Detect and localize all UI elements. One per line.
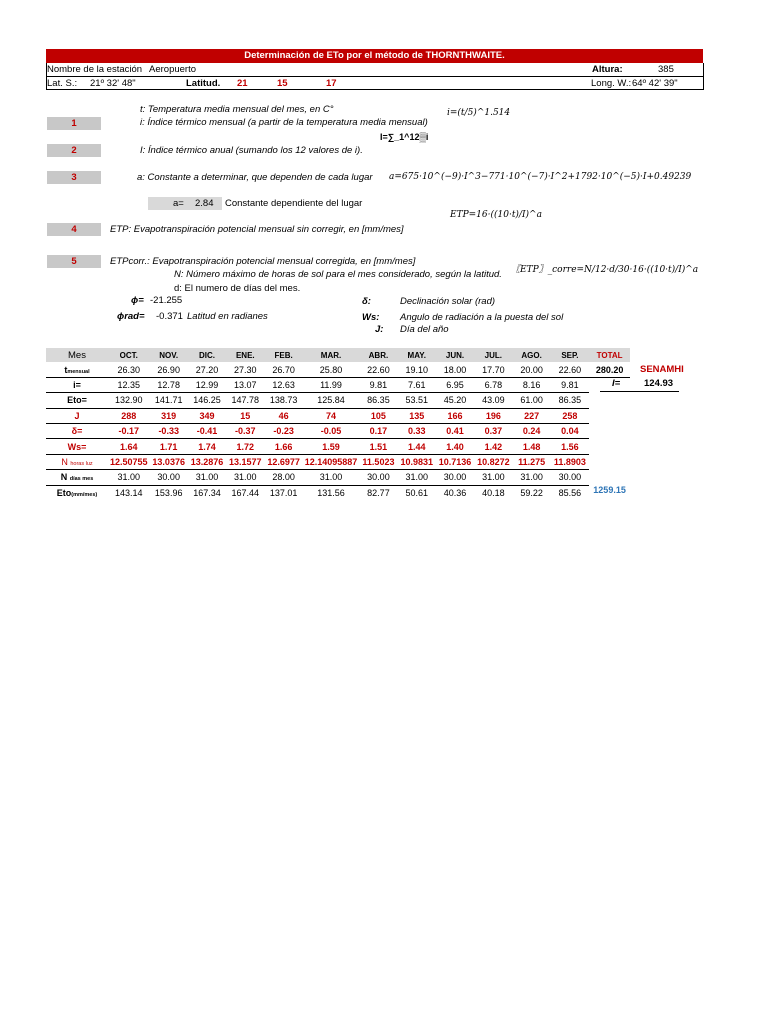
table-cell: 105: [359, 408, 397, 423]
eto-corr-label: [46, 485, 108, 500]
j-row-label: J: [46, 408, 108, 423]
table-cell: 11.5023: [359, 454, 397, 469]
step-3-badge: 3: [47, 171, 101, 184]
table-cell: 20.00: [512, 362, 550, 377]
table-cell: 137.01: [269, 487, 298, 498]
table-cell: 8.16: [512, 377, 550, 392]
empty-cell: [589, 393, 630, 408]
I-formula: I=∑_1^12▒i: [380, 132, 429, 142]
n-days-label: [46, 470, 108, 485]
a-value: 2.84: [195, 198, 214, 209]
altitude-label: Altura:: [592, 64, 623, 75]
long-value: 64º 42' 39": [632, 78, 678, 89]
table-cell: 50.61: [405, 487, 428, 498]
mes-header: Mes: [46, 348, 108, 362]
a-note: Constante dependiente del lugar: [225, 198, 363, 209]
table-cell: 40.36: [443, 487, 467, 498]
table-cell: 141.71: [150, 393, 188, 408]
table-cell: 28.00: [264, 470, 302, 485]
table-cell: 11.8903: [551, 454, 589, 469]
ws-note: Angulo de radiación a la puesta del sol: [400, 312, 564, 323]
table-cell: 45.20: [436, 393, 474, 408]
table-cell: 13.0376: [150, 454, 188, 469]
table-cell: 43.09: [474, 393, 512, 408]
lat-min: 15: [277, 78, 288, 89]
table-cell: -0.37: [226, 423, 264, 438]
table-cell: 22.60: [551, 362, 589, 377]
table-cell: -0.05: [303, 423, 360, 438]
header-divider: [46, 76, 703, 77]
table-cell: 135: [398, 408, 436, 423]
table-cell: 349: [188, 408, 226, 423]
table-cell: 1.48: [512, 439, 550, 454]
table-cell: 61.00: [512, 393, 550, 408]
empty-cell: [589, 439, 630, 454]
table-cell: 143.14: [115, 487, 143, 498]
eto2-label-sub: (mm/mes): [71, 491, 98, 498]
d-definition: d: El numero de días del mes.: [174, 283, 301, 294]
table-cell: 0.33: [398, 423, 436, 438]
lat-deg: 21: [237, 78, 248, 89]
eto-label: Eto=: [46, 393, 108, 408]
table-cell: 0.41: [436, 423, 474, 438]
table-cell: 82.77: [367, 487, 390, 498]
table-cell: 13.2876: [188, 454, 226, 469]
n-label: N: [61, 456, 68, 467]
table-cell: 227: [512, 408, 550, 423]
phirad-note: Latitud en radianes: [187, 311, 268, 322]
station-label: Nombre de la estación: [47, 64, 143, 75]
table-cell: 26.30: [108, 362, 150, 377]
n-label-sub: horas luz: [70, 460, 93, 467]
table-cell: 1.44: [398, 439, 436, 454]
month-header: NOV.: [150, 348, 188, 362]
table-cell: 74: [303, 408, 360, 423]
table-cell: 31.00: [512, 470, 550, 485]
eto2-label: Eto: [56, 487, 72, 498]
month-header: AGO.: [512, 348, 550, 362]
table-cell: 10.9831: [398, 454, 436, 469]
a-formula: a=675·10^(−9)·I^3−771·10^(−7)·I^2+1792·10^(−5)·I+0.49239: [389, 172, 692, 182]
table-cell: 31.00: [108, 470, 150, 485]
table-cell: 1.72: [226, 439, 264, 454]
table-cell: 153.96: [154, 487, 183, 498]
step-4-badge: 4: [47, 223, 101, 236]
table-cell: 146.25: [188, 393, 226, 408]
table-cell: 15: [226, 408, 264, 423]
table-cell: 7.61: [398, 377, 436, 392]
ws-row: [46, 439, 630, 454]
t-definition: t: Temperatura media mensual del mes, en C°: [140, 104, 334, 115]
eto-total: 1259.15: [593, 485, 626, 496]
table-cell: 30.00: [551, 470, 589, 485]
table-cell: 0.24: [512, 423, 550, 438]
eto-corrected-row: [46, 485, 630, 500]
lat-label: Lat. S.:: [47, 78, 78, 89]
long-label: Long. W.:: [591, 78, 632, 89]
report-title: Determinación de ETo por el método de THORNTHWAITE.: [46, 49, 703, 63]
nd-label: N: [60, 472, 68, 483]
table-cell: 59.22: [520, 487, 543, 498]
table-cell: 196: [474, 408, 512, 423]
table-cell: 12.50755: [108, 454, 150, 469]
latitud-label: Latitud.: [186, 78, 221, 89]
month-header: JUN.: [436, 348, 474, 362]
table-cell: 31.00: [398, 470, 436, 485]
table-cell: 31.00: [474, 470, 512, 485]
table-cell: 167.34: [193, 487, 221, 498]
table-cell: 27.20: [188, 362, 226, 377]
table-cell: 0.04: [551, 423, 589, 438]
table-cell: 31.00: [303, 470, 360, 485]
I-definition: I: Índice térmico anual (sumando los 12 valores de i).: [140, 145, 363, 156]
table-cell: 131.56: [317, 487, 345, 498]
table-cell: 6.78: [474, 377, 512, 392]
month-header: FEB.: [264, 348, 302, 362]
table-cell: 12.78: [150, 377, 188, 392]
n-definition: N: Número máximo de horas de sol para el mes considerado, según la latitud.: [174, 269, 502, 280]
table-cell: 167.44: [231, 487, 260, 498]
table-cell: 13.1577: [226, 454, 264, 469]
table-cell: 86.35: [359, 393, 397, 408]
n-hours-label: [46, 454, 108, 469]
step-5-badge: 5: [47, 255, 101, 268]
delta-row: [46, 423, 630, 438]
table-cell: 138.73: [264, 393, 302, 408]
row-label: [46, 362, 108, 377]
phirad-label: ϕrad=: [117, 311, 145, 322]
j-note: Día del año: [400, 324, 449, 335]
table-cell: 1.64: [108, 439, 150, 454]
table-cell: 125.84: [303, 393, 360, 408]
table-cell: 18.00: [436, 362, 474, 377]
t-label-sub: mensual: [67, 368, 90, 375]
i-label: i=: [46, 377, 108, 392]
table-cell: 27.30: [226, 362, 264, 377]
step-1-badge: 1: [47, 117, 101, 130]
table-cell: 147.78: [226, 393, 264, 408]
table-cell: 166: [436, 408, 474, 423]
table-cell: 0.37: [474, 423, 512, 438]
etp-formula: ETP=16·((10·t)/I)^a: [450, 210, 542, 220]
table-cell: 12.35: [108, 377, 150, 392]
table-cell: 25.80: [303, 362, 360, 377]
table-cell: 1.42: [474, 439, 512, 454]
table-cell: 86.35: [551, 393, 589, 408]
etp-corr-definition: ETPcorr.: Evapotranspiración potencial mensual corregida, en [mm/mes]: [110, 256, 416, 267]
empty-cell: [589, 423, 630, 438]
etp-corr-formula: 〖ETP〗_corre=N/12·d/30·16·((10·t)/I)^a: [511, 265, 699, 275]
j-label: J:: [375, 324, 384, 335]
table-cell: 19.10: [398, 362, 436, 377]
ws-row-label: Ws=: [46, 439, 108, 454]
table-cell: 10.8272: [474, 454, 512, 469]
lat-sec: 17: [326, 78, 337, 89]
empty-cell: [589, 470, 630, 485]
table-cell: 1.59: [303, 439, 360, 454]
table-cell: 17.70: [474, 362, 512, 377]
t-row: [46, 362, 630, 377]
table-cell: 12.14095887: [303, 454, 360, 469]
I-total-value: 124.93: [644, 378, 674, 389]
table-cell: 258: [551, 408, 589, 423]
table-cell: 1.66: [264, 439, 302, 454]
station-name: Aeropuerto: [149, 64, 197, 75]
table-cell: 1.40: [436, 439, 474, 454]
table-cell: 10.7136: [436, 454, 474, 469]
month-header: ENE.: [226, 348, 264, 362]
table-cell: 132.90: [108, 393, 150, 408]
a-label: a=: [173, 198, 184, 209]
table-cell: 53.51: [398, 393, 436, 408]
table-cell: 1.74: [188, 439, 226, 454]
table-cell: 85.56: [558, 487, 582, 498]
delta-label: δ:: [362, 296, 371, 307]
month-header: ABR.: [359, 348, 397, 362]
t-total: 280.20: [589, 362, 630, 377]
i-formula: i=(t/5)^1.514: [447, 108, 511, 118]
table-cell: 46: [264, 408, 302, 423]
table-cell: 31.00: [226, 470, 264, 485]
months-header-row: [46, 348, 630, 362]
I-underline: [600, 391, 679, 392]
delta-note: Declinación solar (rad): [400, 296, 496, 307]
total-header: TOTAL: [589, 348, 630, 362]
table-cell: 1.51: [359, 439, 397, 454]
nd-label-sub: días mes: [69, 476, 94, 483]
phi-label: ϕ=: [131, 295, 144, 306]
delta-row-label: δ=: [46, 423, 108, 438]
table-cell: 1.56: [551, 439, 589, 454]
table-cell: -0.41: [188, 423, 226, 438]
table-cell: 40.18: [482, 487, 505, 498]
month-header: JUL.: [474, 348, 512, 362]
empty-cell: [589, 454, 630, 469]
table-cell: 288: [108, 408, 150, 423]
month-header: MAY.: [398, 348, 436, 362]
n-hours-row: [46, 454, 630, 469]
table-cell: 9.81: [551, 377, 589, 392]
i-definition: i: Índice térmico mensual (a partir de la temperatura media mensual): [140, 117, 428, 128]
table-cell: 26.70: [264, 362, 302, 377]
table-cell: 12.99: [188, 377, 226, 392]
table-cell: 13.07: [226, 377, 264, 392]
a-definition: a: Constante a determinar, que dependen de cada lugar: [137, 172, 373, 183]
step-2-badge: 2: [47, 144, 101, 157]
empty-cell: [589, 408, 630, 423]
phi-value: -21.255: [150, 295, 183, 306]
table-cell: 11.99: [303, 377, 360, 392]
table-cell: 31.00: [188, 470, 226, 485]
table-cell: 6.95: [436, 377, 474, 392]
month-header: OCT.: [108, 348, 150, 362]
altitude-value: 385: [658, 64, 674, 75]
t-label: t: [64, 364, 68, 375]
results-table: [46, 348, 630, 500]
j-row: [46, 408, 630, 423]
table-cell: -0.23: [264, 423, 302, 438]
month-header: DIC.: [188, 348, 226, 362]
senamhi-label: SENAMHI: [640, 364, 684, 375]
table-cell: 30.00: [150, 470, 188, 485]
phirad-value: -0.371: [156, 311, 183, 322]
etp-definition: ETP: Evapotranspiración potencial mensual sin corregir, en [mm/mes]: [110, 224, 404, 235]
table-cell: 319: [150, 408, 188, 423]
month-header: MAR.: [303, 348, 360, 362]
table-cell: 11.275: [512, 454, 550, 469]
lat-value: 21º 32' 48": [90, 78, 136, 89]
table-cell: 12.63: [264, 377, 302, 392]
table-cell: 9.81: [359, 377, 397, 392]
eto-uncorrected-row: [46, 393, 630, 408]
table-cell: 0.17: [359, 423, 397, 438]
table-cell: -0.17: [108, 423, 150, 438]
table-cell: 30.00: [359, 470, 397, 485]
I-total-label: I=: [612, 378, 621, 389]
ws-label: Ws:: [362, 312, 380, 323]
table-cell: 30.00: [436, 470, 474, 485]
table-cell: 22.60: [359, 362, 397, 377]
n-days-row: [46, 470, 630, 485]
table-cell: -0.33: [150, 423, 188, 438]
month-header: SEP.: [551, 348, 589, 362]
table-cell: 1.71: [150, 439, 188, 454]
i-row: [46, 377, 630, 392]
table-cell: 26.90: [150, 362, 188, 377]
table-cell: 12.6977: [264, 454, 302, 469]
